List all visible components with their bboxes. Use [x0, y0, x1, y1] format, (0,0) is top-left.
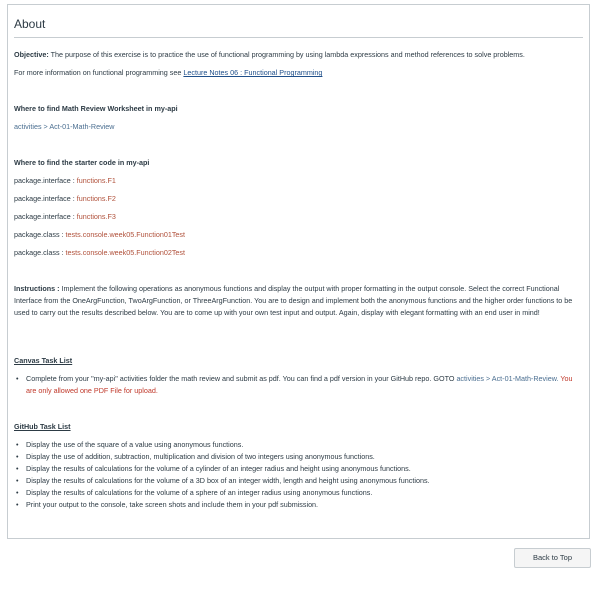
github-item-text: Display the results of calculations for the volume of a 3D box of an integer width, length and height using anonymous functions.: [26, 476, 430, 485]
github-task-list: [14, 439, 583, 511]
starter-row: [14, 193, 583, 205]
bullet: •: [16, 476, 19, 485]
instructions-label: Instructions :: [14, 284, 60, 293]
github-task-heading: GitHub Task List: [14, 422, 71, 431]
starter-row-label: package.class :: [14, 248, 64, 257]
starter-row-label: package.interface :: [14, 212, 75, 221]
bullet: •: [16, 374, 19, 383]
list-item: [14, 463, 583, 475]
worksheet-path: activities > Act-01-Math-Review: [14, 122, 115, 131]
github-item-text: Print your output to the console, take screen shots and include them in your pdf submission.: [26, 500, 319, 509]
bullet: •: [16, 452, 19, 461]
objective-text: The purpose of this exercise is to practice the use of functional programming by using lambda expressions and method references to solve problems.: [50, 50, 525, 59]
starter-row-label: package.interface :: [14, 176, 75, 185]
list-item: [14, 451, 583, 463]
starter-row-label: package.class :: [14, 230, 64, 239]
bullet: •: [16, 500, 19, 509]
canvas-item-warning: You are only allowed one PDF File for upload.: [26, 374, 573, 395]
canvas-item-text: Complete from your "my-api" activities folder the math review and submit as pdf. You can find a pdf version in your GitHub repo. GOTO: [26, 374, 457, 383]
more-info-paragraph: [14, 67, 583, 79]
starter-row-label: package.interface :: [14, 194, 75, 203]
starter-row-value: tests.console.week05.Function01Test: [65, 230, 186, 239]
canvas-item-path: activities > Act-01-Math-Review.: [456, 374, 559, 383]
instructions-text: Implement the following operations as anonymous functions and display the output with proper formatting in the output console. Select the correct Functional Interface from the OneArgFunction, TwoArgFunction, or ThreeArgFunction. You are to design and implement both the anonymous functions and the higher order functions to be used to carry out the results described below. You are to come up with your own test input and output. Again, display with elegant formatting with an end user in mind!: [14, 284, 573, 317]
canvas-task-list: [14, 373, 583, 397]
list-item: [14, 475, 583, 487]
about-card: [7, 4, 590, 539]
page-title: About: [14, 17, 46, 31]
bullet: •: [16, 488, 19, 497]
starter-row: [14, 247, 583, 259]
worksheet-heading: Where to find Math Review Worksheet in my-api: [14, 104, 178, 113]
bullet: •: [16, 464, 19, 473]
github-item-text: Display the use of the square of a value using anonymous functions.: [26, 440, 244, 449]
back-to-top-button[interactable]: Back to Top: [514, 548, 591, 568]
github-item-text: Display the results of calculations for the volume of a cylinder of an integer radius and height using anonymous functions.: [26, 464, 411, 473]
instructions-paragraph: [14, 283, 583, 319]
starter-row-value: tests.console.week05.Function02Test: [65, 248, 186, 257]
more-info-prefix: For more information on functional programming see: [14, 68, 184, 77]
starter-row: [14, 211, 583, 223]
starter-row: [14, 175, 583, 187]
list-item: [14, 373, 583, 397]
starter-row-value: functions.F1: [76, 176, 116, 185]
list-item: [14, 487, 583, 499]
lecture-notes-link[interactable]: Lecture Notes 06 : Functional Programming: [183, 68, 323, 77]
github-item-text: Display the use of addition, subtraction, multiplication and division of two integers using anonymous functions.: [26, 452, 375, 461]
starter-row-value: functions.F3: [76, 212, 116, 221]
objective-label: Objective:: [14, 50, 49, 59]
list-item: [14, 439, 583, 451]
github-item-text: Display the results of calculations for the volume of a sphere of an integer radius using anonymous functions.: [26, 488, 373, 497]
canvas-task-heading: Canvas Task List: [14, 356, 73, 365]
bullet: •: [16, 440, 19, 449]
title-divider: [14, 37, 583, 38]
starter-heading: Where to find the starter code in my-api: [14, 158, 150, 167]
list-item: [14, 499, 583, 511]
starter-row-value: functions.F2: [76, 194, 116, 203]
starter-row: [14, 229, 583, 241]
objective-paragraph: [14, 49, 583, 61]
